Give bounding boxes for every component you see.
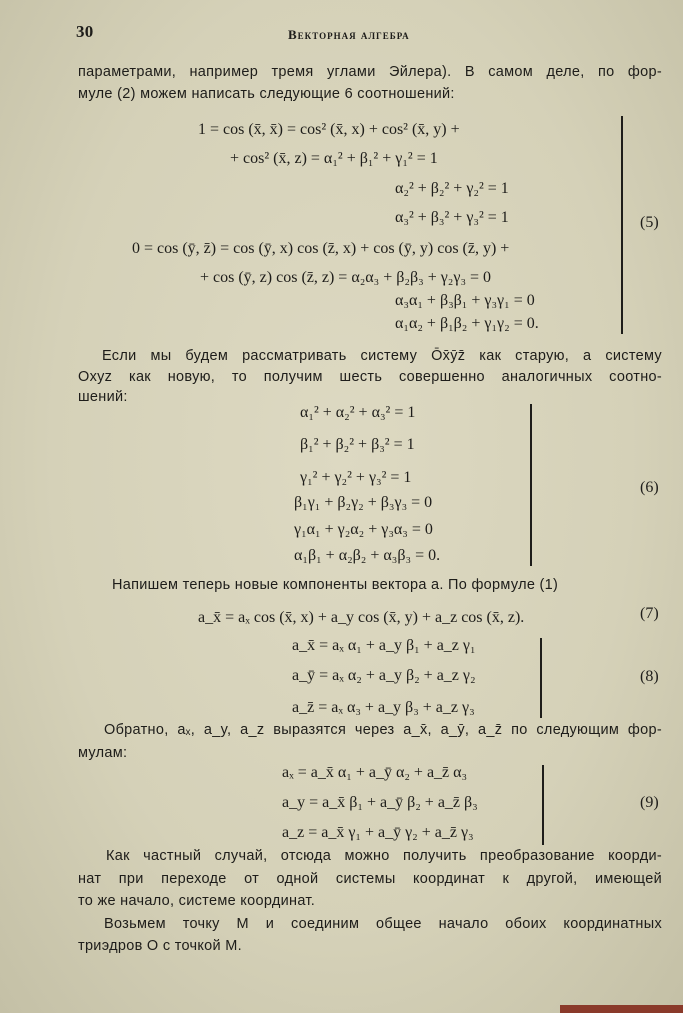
- paragraph-line: Возьмем точку M и соединим общее начало обоих координатных: [104, 916, 662, 932]
- paragraph-line: Если мы будем рассматривать систему Ōx̄ȳz̄ как старую, а систему: [102, 348, 662, 364]
- equation-label: (9): [640, 794, 659, 811]
- page-number: 30: [76, 22, 94, 41]
- equation-row: a_y = a_x̄ β₁ + a_ȳ β₂ + a_z̄ β₃: [282, 794, 478, 811]
- equation-label: (5): [640, 214, 659, 231]
- paragraph-line: триэдров O с точкой M.: [78, 938, 242, 954]
- equation-row: β₁γ₁ + β₂γ₂ + β₃γ₃ = 0: [294, 494, 433, 511]
- paragraph-line: Как частный случай, отсюда можно получить преобразование коорди-: [106, 848, 662, 864]
- equation-row: α₃α₁ + β₃β₁ + γ₃γ₁ = 0: [395, 292, 535, 309]
- equation-row: + cos² (x̄, z) = α₁² + β₁² + γ₁² = 1: [230, 150, 438, 167]
- paragraph-line: Напишем теперь новые компоненты вектора a. По формуле (1): [112, 577, 559, 593]
- paragraph-line: нат при переходе от одной системы координат к другой, имеющей: [78, 871, 662, 887]
- equation-brace: [542, 765, 544, 845]
- equation-row: α₂² + β₂² + γ₂² = 1: [395, 180, 509, 197]
- equation-row: α₁β₁ + α₂β₂ + α₃β₃ = 0.: [294, 547, 441, 564]
- paragraph-line: Обратно, aₓ, a_y, a_z выразятся через a_x̄, a_ȳ, a_z̄ по следующим фор-: [104, 722, 662, 738]
- equation-row: a_x̄ = aₓ cos (x̄, x) + a_y cos (x̄, y) + a_z cos (x̄, z).: [198, 609, 525, 626]
- equation-row: a_z = a_x̄ γ₁ + a_ȳ γ₂ + a_z̄ γ₃: [282, 824, 474, 841]
- paragraph-line: муле (2) можем написать следующие 6 соотношений:: [78, 86, 455, 102]
- equation-row: α₁² + α₂² + α₃² = 1: [300, 404, 416, 421]
- equation-row: a_ȳ = aₓ α₂ + a_y β₂ + a_z γ₂: [292, 667, 476, 684]
- equation-label: (7): [640, 605, 659, 622]
- equation-row: γ₁α₁ + γ₂α₂ + γ₃α₃ = 0: [294, 521, 433, 538]
- equation-row: a_z̄ = aₓ α₃ + a_y β₃ + a_z γ₃: [292, 699, 475, 716]
- equation-row: α₁α₂ + β₁β₂ + γ₁γ₂ = 0.: [395, 315, 539, 332]
- equation-row: a_x̄ = aₓ α₁ + a_y β₁ + a_z γ₁: [292, 637, 476, 654]
- equation-brace: [621, 116, 623, 334]
- equation-label: (6): [640, 479, 659, 496]
- equation-row: α₃² + β₃² + γ₃² = 1: [395, 209, 509, 226]
- paragraph-line: параметрами, например тремя углами Эйлера). В самом деле, по фор-: [78, 64, 662, 80]
- equation-row: aₓ = a_x̄ α₁ + a_ȳ α₂ + a_z̄ α₃: [282, 764, 468, 781]
- paragraph-line: то же начало, системе координат.: [78, 893, 316, 909]
- equation-row: 1 = cos (x̄, x̄) = cos² (x̄, x) + cos² (x̄, y) +: [198, 121, 460, 138]
- running-title: Векторная алгебра: [288, 27, 410, 42]
- paragraph-line: мулам:: [78, 745, 128, 761]
- equation-label: (8): [640, 668, 659, 685]
- equation-row: + cos (ȳ, z) cos (z̄, z) = α₂α₃ + β₂β₃ + γ₂γ₃ = 0: [200, 269, 492, 286]
- equation-row: γ₁² + γ₂² + γ₃² = 1: [300, 469, 412, 486]
- equation-row: β₁² + β₂² + β₃² = 1: [300, 436, 415, 453]
- paragraph-line: Oxyz как новую, то получим шесть совершенно аналогичных соотно-: [78, 369, 662, 385]
- page-edge-stain: [560, 1005, 683, 1013]
- equation-row: 0 = cos (ȳ, z̄) = cos (ȳ, x) cos (z̄, x) + cos (ȳ, y) cos (z̄, y) +: [132, 240, 510, 257]
- equation-brace: [540, 638, 542, 718]
- equation-brace: [530, 404, 532, 566]
- paragraph-line: шений:: [78, 389, 128, 405]
